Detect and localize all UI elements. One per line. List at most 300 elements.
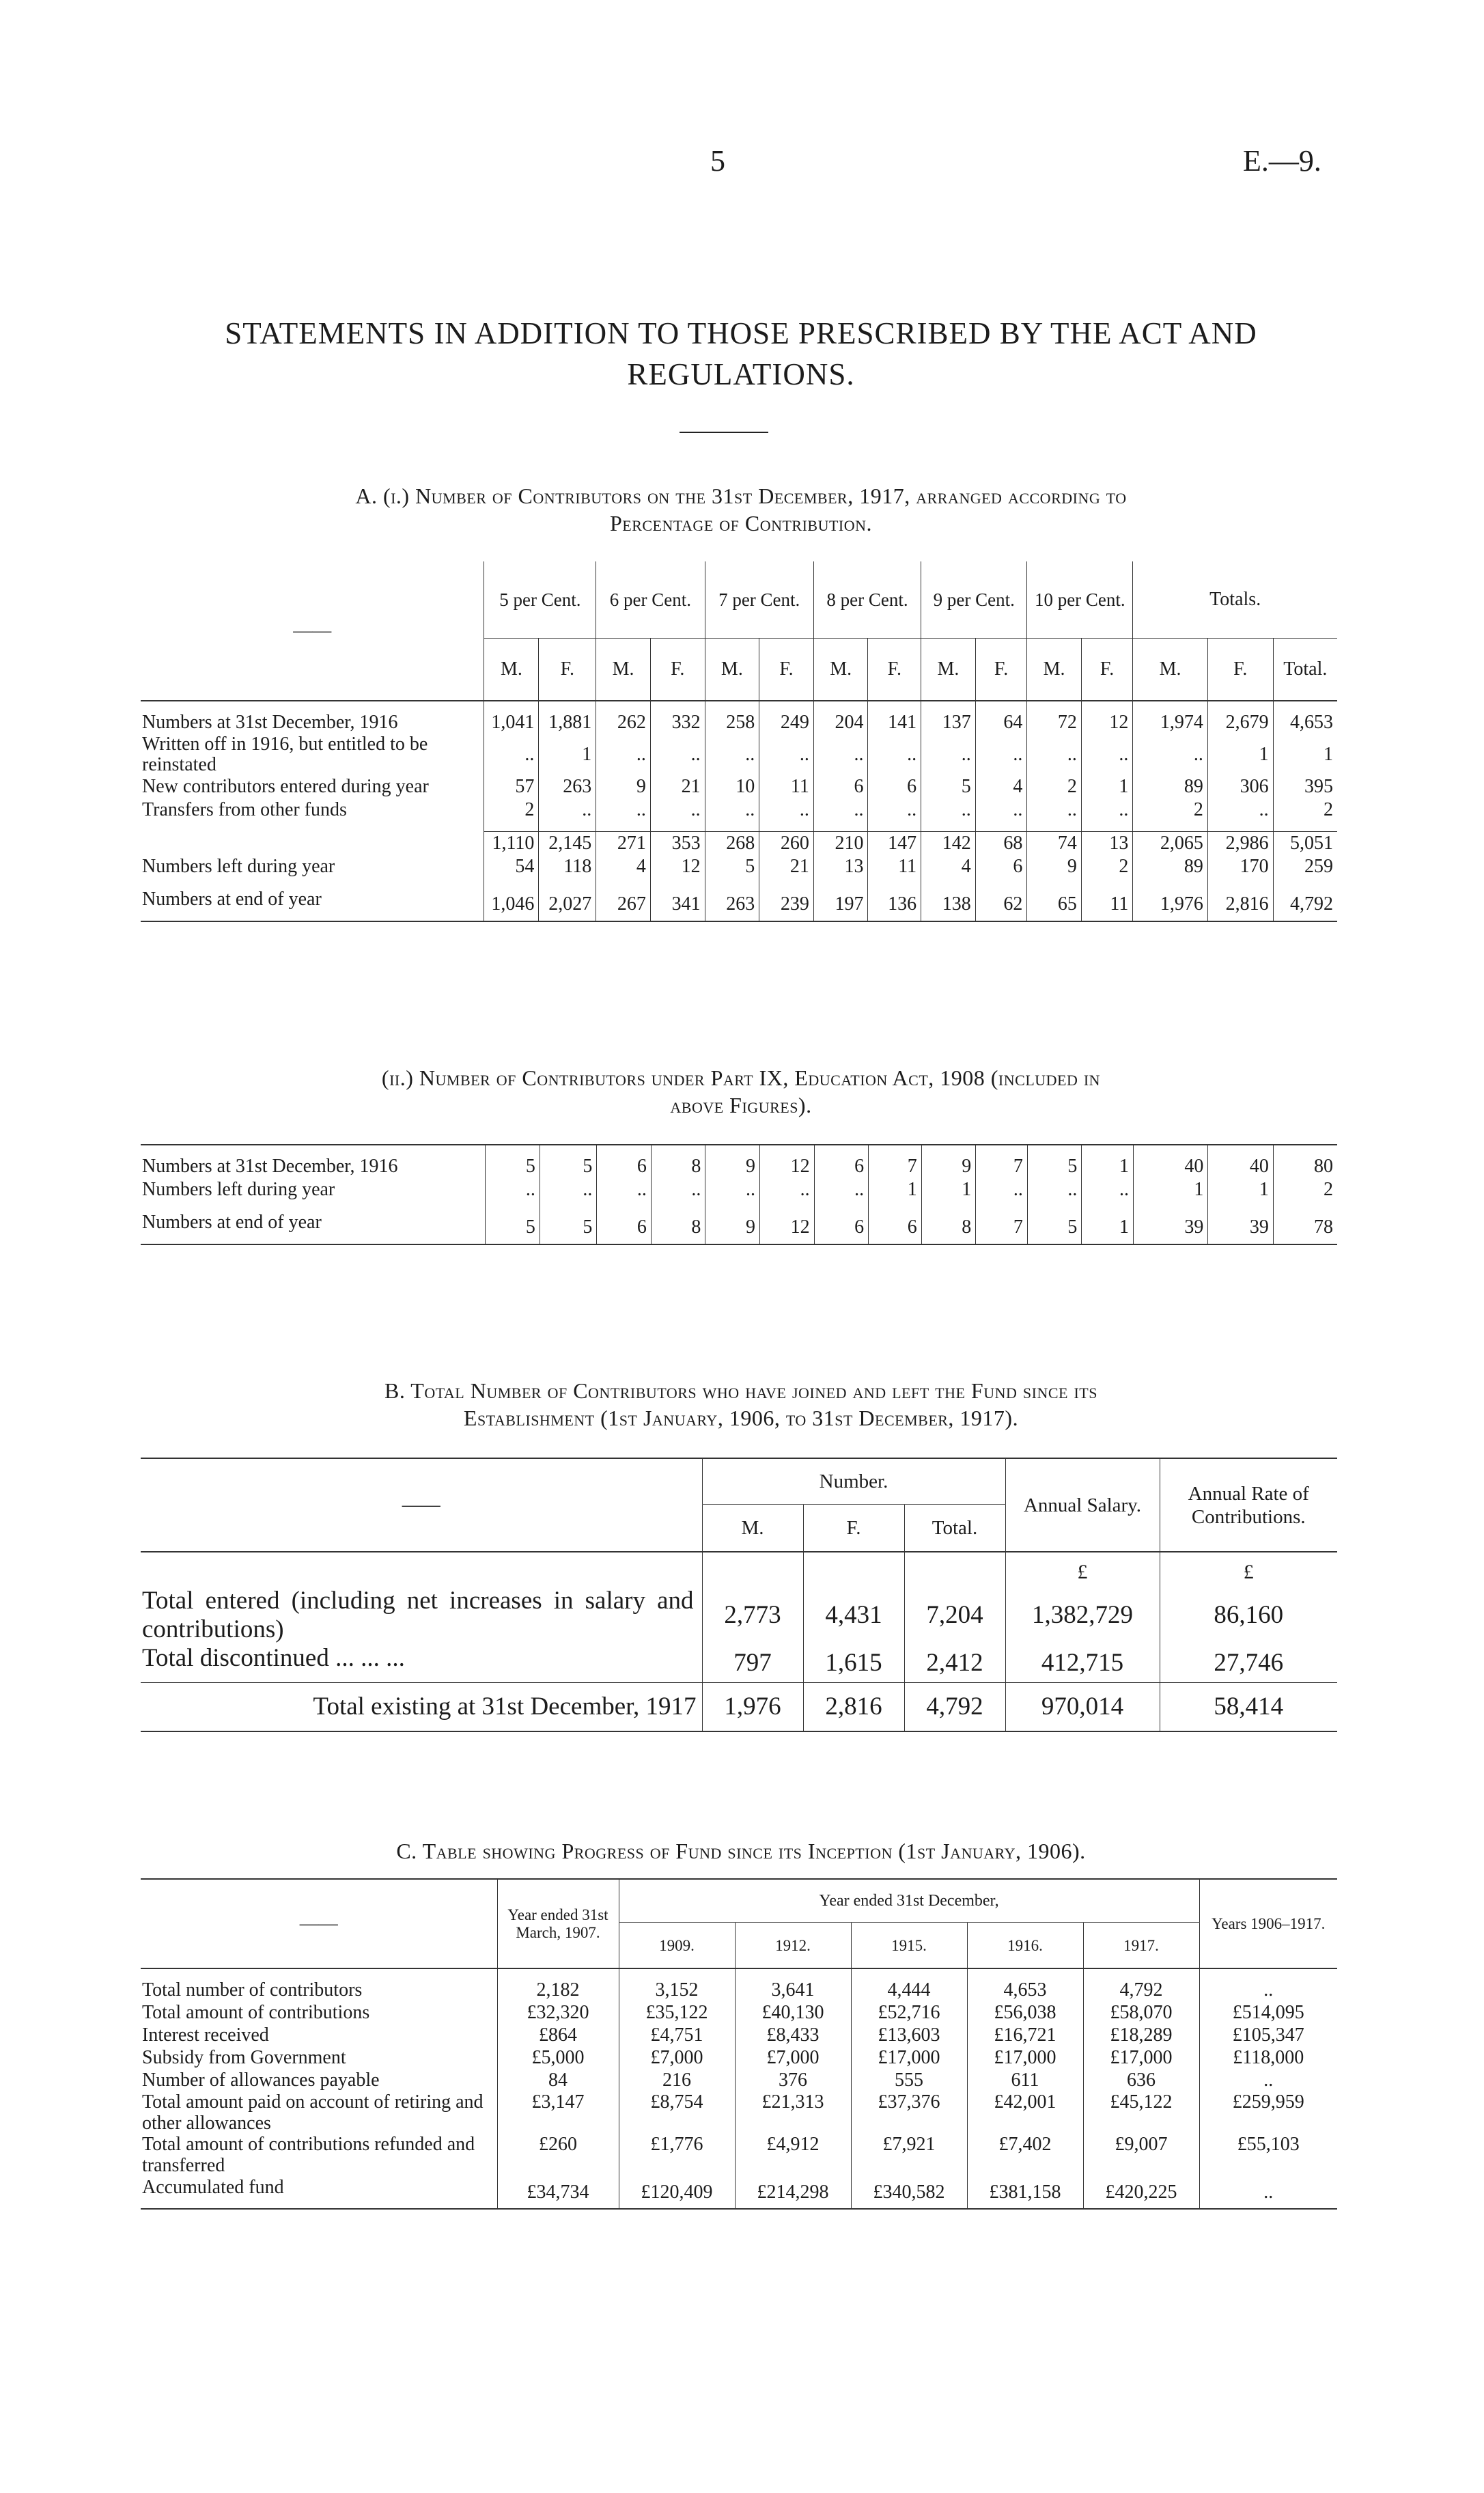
group-totals: Totals. — [1133, 561, 1337, 639]
cell: 1 — [539, 734, 596, 775]
cell: £17,000 — [1083, 2046, 1199, 2069]
cell: 2 — [1027, 775, 1082, 798]
cell: 2,773 — [702, 1587, 803, 1644]
cell: 258 — [705, 711, 759, 734]
cell: 9 — [596, 775, 651, 798]
section-b-title — [116, 1377, 1366, 1432]
cell: 6 — [814, 1211, 869, 1244]
cell: .. — [1199, 2176, 1337, 2209]
cell: 6 — [597, 1211, 652, 1244]
cell: 263 — [539, 775, 596, 798]
cell: 555 — [851, 2069, 967, 2091]
cell: 86,160 — [1160, 1587, 1337, 1644]
cell: .. — [597, 1178, 652, 1201]
row-label: Transfers from other funds — [142, 799, 347, 820]
pound-sign: £ — [1005, 1552, 1160, 1587]
cell: 1 — [1133, 1178, 1207, 1201]
group-10-per-cent: 10 per Cent. — [1027, 561, 1133, 639]
section-a2-title-line-2: above Figures). — [670, 1093, 812, 1117]
cell: 12 — [759, 1155, 814, 1178]
year-1916-header: 1916. — [967, 1923, 1083, 1969]
cell: 5 — [540, 1155, 597, 1178]
cell: £45,122 — [1083, 2091, 1199, 2134]
cell: 249 — [759, 711, 814, 734]
cell: .. — [596, 798, 651, 822]
cell: .. — [650, 734, 705, 775]
table-row — [141, 2046, 1337, 2069]
cell: 2,145 — [539, 832, 596, 856]
cell: £3,147 — [497, 2091, 619, 2134]
section-a2-title — [116, 1064, 1366, 1119]
cell: 210 — [813, 832, 868, 856]
cell: .. — [1133, 734, 1208, 775]
table-row — [141, 1178, 1337, 1201]
cell: 40 — [1208, 1155, 1274, 1178]
cell: 268 — [705, 832, 759, 856]
table-row — [141, 2024, 1337, 2046]
cell: .. — [484, 734, 539, 775]
cell: £5,000 — [497, 2046, 619, 2069]
cell: 58,414 — [1160, 1683, 1337, 1732]
cell: £18,289 — [1083, 2024, 1199, 2046]
annual-salary-header: Annual Salary. — [1005, 1458, 1160, 1552]
cell: £118,000 — [1199, 2046, 1337, 2069]
cell: 4 — [975, 775, 1027, 798]
group-5-per-cent: 5 per Cent. — [484, 561, 596, 639]
cell: £17,000 — [851, 2046, 967, 2069]
cell: 89 — [1133, 775, 1208, 798]
cell: .. — [1199, 2069, 1337, 2091]
cell: 2,816 — [1207, 888, 1273, 921]
cell: 5 — [921, 775, 976, 798]
row-label: Subsidy from Government — [142, 2047, 346, 2068]
cell: .. — [813, 798, 868, 822]
cell: 1 — [1082, 1211, 1134, 1244]
cell: 1 — [1208, 1178, 1274, 1201]
cell: 10 — [705, 775, 759, 798]
cell: .. — [921, 798, 976, 822]
year-1915-header: 1915. — [851, 1923, 967, 1969]
cell: .. — [650, 798, 705, 822]
cell: 21 — [759, 855, 814, 878]
cell: 197 — [813, 888, 868, 921]
cell: 260 — [759, 832, 814, 856]
row-label: Total entered (including net increases in salary and contributions) — [142, 1587, 694, 1643]
cell: .. — [1027, 798, 1082, 822]
cell: 54 — [484, 855, 539, 878]
cell: £105,347 — [1199, 2024, 1337, 2046]
cell: £260 — [497, 2134, 619, 2176]
section-a2-title-line-1: (ii.) Number of Contributors under Part IX, Education Act, 1908 (included in — [381, 1066, 1101, 1090]
cell: 1,041 — [484, 711, 539, 734]
cell: 7 — [976, 1211, 1028, 1244]
cell: 1 — [1082, 1155, 1134, 1178]
cell: 1 — [1081, 775, 1133, 798]
cell: 11 — [868, 855, 921, 878]
table-row — [141, 855, 1337, 878]
cell: 4,653 — [1273, 711, 1337, 734]
cell: 62 — [975, 888, 1027, 921]
cell: 6 — [868, 775, 921, 798]
cell: .. — [813, 734, 868, 775]
stub-header-dash: —— — [299, 1913, 338, 1934]
row-label: Total existing at 31st December, 1917 — [313, 1693, 697, 1721]
cell: .. — [705, 734, 759, 775]
cell: 7 — [976, 1155, 1028, 1178]
cell: 412,715 — [1005, 1644, 1160, 1683]
stub-header-dash: —— — [402, 1494, 440, 1516]
cell: 13 — [813, 855, 868, 878]
page-title-line-1: STATEMENTS IN ADDITION TO THOSE PRESCRIBED BY THE ACT AND — [225, 316, 1257, 350]
cell: £7,000 — [735, 2046, 851, 2069]
sub-f: F. — [975, 639, 1027, 701]
cell: £34,734 — [497, 2176, 619, 2209]
sub-m: M. — [705, 639, 759, 701]
cell: 259 — [1273, 855, 1337, 878]
cell: 4 — [921, 855, 976, 878]
cell: .. — [1207, 798, 1273, 822]
table-row — [141, 1644, 1337, 1683]
cell: 5,051 — [1273, 832, 1337, 856]
cell: .. — [596, 734, 651, 775]
cell: 970,014 — [1005, 1683, 1160, 1732]
row-label: Total discontinued ... ... ... — [142, 1644, 405, 1672]
cell: 2,182 — [497, 1979, 619, 2001]
page-number: 5 — [710, 144, 725, 178]
cell: .. — [705, 1178, 760, 1201]
cell: 40 — [1133, 1155, 1207, 1178]
row-label: Total amount paid on account of retiring and other allowances — [142, 2091, 484, 2134]
cell: 2,679 — [1207, 711, 1273, 734]
cell: 1,110 — [484, 832, 539, 856]
cell: .. — [1082, 1178, 1134, 1201]
table-row — [141, 888, 1337, 921]
cell: 3,152 — [619, 1979, 735, 2001]
section-a1-title — [116, 482, 1366, 537]
cell: 9 — [705, 1211, 760, 1244]
cell: 9 — [1027, 855, 1082, 878]
section-b-title-line-1: B. Total Number of Contributors who have joined and left the Fund since its — [384, 1378, 1097, 1403]
cell: £4,751 — [619, 2024, 735, 2046]
cell: 2,816 — [803, 1683, 904, 1732]
cell: .. — [1081, 798, 1133, 822]
table-a2 — [141, 1144, 1337, 1245]
cell: 74 — [1027, 832, 1082, 856]
cell: 6 — [869, 1211, 922, 1244]
section-b-title-line-2: Establishment (1st January, 1906, to 31st December, 1917). — [463, 1406, 1019, 1430]
number-header: Number. — [702, 1458, 1005, 1505]
cell: 11 — [759, 775, 814, 798]
cell: 1,615 — [803, 1644, 904, 1683]
cell: .. — [759, 734, 814, 775]
subtotal-row — [141, 832, 1337, 856]
cell: 4,792 — [904, 1683, 1005, 1732]
cell: £7,402 — [967, 2134, 1083, 2176]
cell: £381,158 — [967, 2176, 1083, 2209]
cell: 21 — [650, 775, 705, 798]
sub-f: F. — [759, 639, 814, 701]
cell: £37,376 — [851, 2091, 967, 2134]
cell: 6 — [813, 775, 868, 798]
section-a1-title-line-1: A. (i.) Number of Contributors on the 31st December, 1917, arranged according to — [355, 484, 1127, 508]
cell: .. — [868, 798, 921, 822]
cell: 7,204 — [904, 1587, 1005, 1644]
cell: £32,320 — [497, 2001, 619, 2024]
cell: £864 — [497, 2024, 619, 2046]
cell: 12 — [1081, 711, 1133, 734]
cell: 141 — [868, 711, 921, 734]
cell: £8,754 — [619, 2091, 735, 2134]
cell: 2,986 — [1207, 832, 1273, 856]
row-label: Total number of contributors — [142, 1979, 363, 2001]
cell: 2,412 — [904, 1644, 1005, 1683]
row-label: Numbers at 31st December, 1916 — [142, 1156, 398, 1177]
row-label: Numbers left during year — [142, 856, 335, 877]
row-label: Written off in 1916, but entitled to be reinstated — [142, 734, 428, 775]
cell: 64 — [975, 711, 1027, 734]
document-reference: E.—9. — [1243, 144, 1321, 178]
sub-f: F. — [539, 639, 596, 701]
cell: 78 — [1273, 1211, 1337, 1244]
cell: 4,792 — [1083, 1979, 1199, 2001]
cell: 1,382,729 — [1005, 1587, 1160, 1644]
title-divider — [680, 432, 768, 433]
cell: 1,976 — [702, 1683, 803, 1732]
cell: 4 — [596, 855, 651, 878]
sub-m: M. — [484, 639, 539, 701]
cell: £40,130 — [735, 2001, 851, 2024]
year-ended-december-header: Year ended 31st December, — [619, 1879, 1199, 1923]
years-total-header: Years 1906–1917. — [1199, 1879, 1337, 1968]
cell: 2 — [1081, 855, 1133, 878]
cell: 5 — [486, 1155, 540, 1178]
cell: .. — [975, 798, 1027, 822]
cell: 2 — [1273, 1178, 1337, 1201]
table-row — [141, 798, 1337, 822]
table-row — [141, 1979, 1337, 2001]
table-row — [141, 2176, 1337, 2209]
cell: 1,976 — [1133, 888, 1208, 921]
cell: 39 — [1208, 1211, 1274, 1244]
cell: 72 — [1027, 711, 1082, 734]
cell: 1 — [921, 1178, 976, 1201]
group-8-per-cent: 8 per Cent. — [813, 561, 921, 639]
table-row — [141, 1211, 1337, 1244]
table-row — [141, 2069, 1337, 2091]
cell: .. — [539, 798, 596, 822]
cell: .. — [1199, 1979, 1337, 2001]
row-label: Numbers left during year — [142, 1179, 335, 1200]
cell: 204 — [813, 711, 868, 734]
cell: .. — [921, 734, 976, 775]
cell: 12 — [759, 1211, 814, 1244]
table-c — [141, 1878, 1337, 2210]
cell: £340,582 — [851, 2176, 967, 2209]
sub-m: M. — [1133, 639, 1208, 701]
cell: 170 — [1207, 855, 1273, 878]
cell: £4,912 — [735, 2134, 851, 2176]
cell: 8 — [651, 1155, 705, 1178]
cell: .. — [759, 1178, 814, 1201]
table-row — [141, 2001, 1337, 2024]
cell: £259,959 — [1199, 2091, 1337, 2134]
cell: £120,409 — [619, 2176, 735, 2209]
cell: 65 — [1027, 888, 1082, 921]
cell: .. — [976, 1178, 1028, 1201]
cell: .. — [486, 1178, 540, 1201]
cell: 9 — [921, 1155, 976, 1178]
sub-m: M. — [1027, 639, 1082, 701]
cell: 11 — [1081, 888, 1133, 921]
cell: 271 — [596, 832, 651, 856]
section-a1-title-line-2: Percentage of Contribution. — [609, 511, 873, 535]
cell: £21,313 — [735, 2091, 851, 2134]
year-1912-header: 1912. — [735, 1923, 851, 1969]
cell: 5 — [705, 855, 759, 878]
cell: .. — [975, 734, 1027, 775]
row-label: Number of allowances payable — [142, 2070, 380, 2091]
cell: 84 — [497, 2069, 619, 2091]
cell: £16,721 — [967, 2024, 1083, 2046]
cell: 263 — [705, 888, 759, 921]
cell: £7,921 — [851, 2134, 967, 2176]
cell: 4,653 — [967, 1979, 1083, 2001]
cell: .. — [651, 1178, 705, 1201]
table-row — [141, 1155, 1337, 1178]
cell: 138 — [921, 888, 976, 921]
cell: 2 — [1133, 798, 1208, 822]
cell: 6 — [597, 1155, 652, 1178]
cell: 3,641 — [735, 1979, 851, 2001]
cell: 9 — [705, 1155, 760, 1178]
cell: 306 — [1207, 775, 1273, 798]
cell: £35,122 — [619, 2001, 735, 2024]
cell: £56,038 — [967, 2001, 1083, 2024]
row-label: Interest received — [142, 2024, 269, 2046]
cell: 332 — [650, 711, 705, 734]
sub-f: F. — [868, 639, 921, 701]
table-b — [141, 1458, 1337, 1732]
cell: 2,065 — [1133, 832, 1208, 856]
cell: 137 — [921, 711, 976, 734]
sub-f: F. — [1207, 639, 1273, 701]
year-1909-header: 1909. — [619, 1923, 735, 1969]
cell: .. — [759, 798, 814, 822]
cell: £214,298 — [735, 2176, 851, 2209]
cell: 8 — [651, 1211, 705, 1244]
cell: 142 — [921, 832, 976, 856]
cell: £13,603 — [851, 2024, 967, 2046]
cell: 1 — [1273, 734, 1337, 775]
cell: 4,431 — [803, 1587, 904, 1644]
table-row — [141, 775, 1337, 798]
cell: 89 — [1133, 855, 1208, 878]
cell: £55,103 — [1199, 2134, 1337, 2176]
section-c-title-line: C. Table showing Progress of Fund since its Inception (1st January, 1906). — [396, 1839, 1086, 1863]
cell: 68 — [975, 832, 1027, 856]
cell: 5 — [540, 1211, 597, 1244]
cell: 6 — [814, 1155, 869, 1178]
cell: £17,000 — [967, 2046, 1083, 2069]
row-label: Numbers at end of year — [142, 1212, 322, 1233]
cell: 262 — [596, 711, 651, 734]
m-header: M. — [702, 1505, 803, 1552]
cell: 216 — [619, 2069, 735, 2091]
cell: 7 — [869, 1155, 922, 1178]
sub-f: F. — [1081, 639, 1133, 701]
cell: .. — [540, 1178, 597, 1201]
sub-total: Total. — [1273, 639, 1337, 701]
cell: .. — [868, 734, 921, 775]
cell: £52,716 — [851, 2001, 967, 2024]
annual-rate-header: Annual Rate of Contributions. — [1160, 1458, 1337, 1552]
table-row — [141, 2091, 1337, 2134]
cell: 6 — [975, 855, 1027, 878]
cell: 2 — [484, 798, 539, 822]
cell: 797 — [702, 1644, 803, 1683]
cell: 12 — [650, 855, 705, 878]
cell: 136 — [868, 888, 921, 921]
cell: 611 — [967, 2069, 1083, 2091]
cell: 376 — [735, 2069, 851, 2091]
cell: £9,007 — [1083, 2134, 1199, 2176]
cell: 13 — [1081, 832, 1133, 856]
sub-m: M. — [813, 639, 868, 701]
cell: £420,225 — [1083, 2176, 1199, 2209]
cell: 5 — [486, 1211, 540, 1244]
cell: .. — [1027, 1178, 1082, 1201]
pound-sign: £ — [1160, 1552, 1337, 1587]
cell: 147 — [868, 832, 921, 856]
cell: 353 — [650, 832, 705, 856]
table-row — [141, 711, 1337, 734]
table-row — [141, 734, 1337, 775]
group-6-per-cent: 6 per Cent. — [596, 561, 705, 639]
row-label: Numbers at 31st December, 1916 — [142, 712, 398, 733]
cell: £7,000 — [619, 2046, 735, 2069]
row-label: Numbers at end of year — [141, 888, 484, 921]
cell: 4,792 — [1273, 888, 1337, 921]
cell: 1,974 — [1133, 711, 1208, 734]
cell: £1,776 — [619, 2134, 735, 2176]
cell: 2,027 — [539, 888, 596, 921]
cell: 1 — [869, 1178, 922, 1201]
cell: £42,001 — [967, 2091, 1083, 2134]
row-label: Accumulated fund — [142, 2177, 284, 2198]
cell: 395 — [1273, 775, 1337, 798]
cell: 5 — [1027, 1211, 1082, 1244]
total-row — [141, 1683, 1337, 1732]
row-label — [141, 832, 484, 856]
group-7-per-cent: 7 per Cent. — [705, 561, 813, 639]
cell: 1 — [1207, 734, 1273, 775]
page-title-line-2: REGULATIONS. — [627, 357, 855, 391]
cell: 636 — [1083, 2069, 1199, 2091]
year-1907-header: Year ended 31st March, 1907. — [497, 1879, 619, 1968]
sub-f: F. — [650, 639, 705, 701]
year-1917-header: 1917. — [1083, 1923, 1199, 1969]
sub-m: M. — [596, 639, 651, 701]
cell: 1,881 — [539, 711, 596, 734]
cell: 1,046 — [484, 888, 539, 921]
cell: 267 — [596, 888, 651, 921]
group-9-per-cent: 9 per Cent. — [921, 561, 1027, 639]
f-header: F. — [803, 1505, 904, 1552]
cell: 2 — [1273, 798, 1337, 822]
table-a1 — [141, 561, 1337, 922]
page-title — [102, 313, 1380, 395]
cell: 239 — [759, 888, 814, 921]
